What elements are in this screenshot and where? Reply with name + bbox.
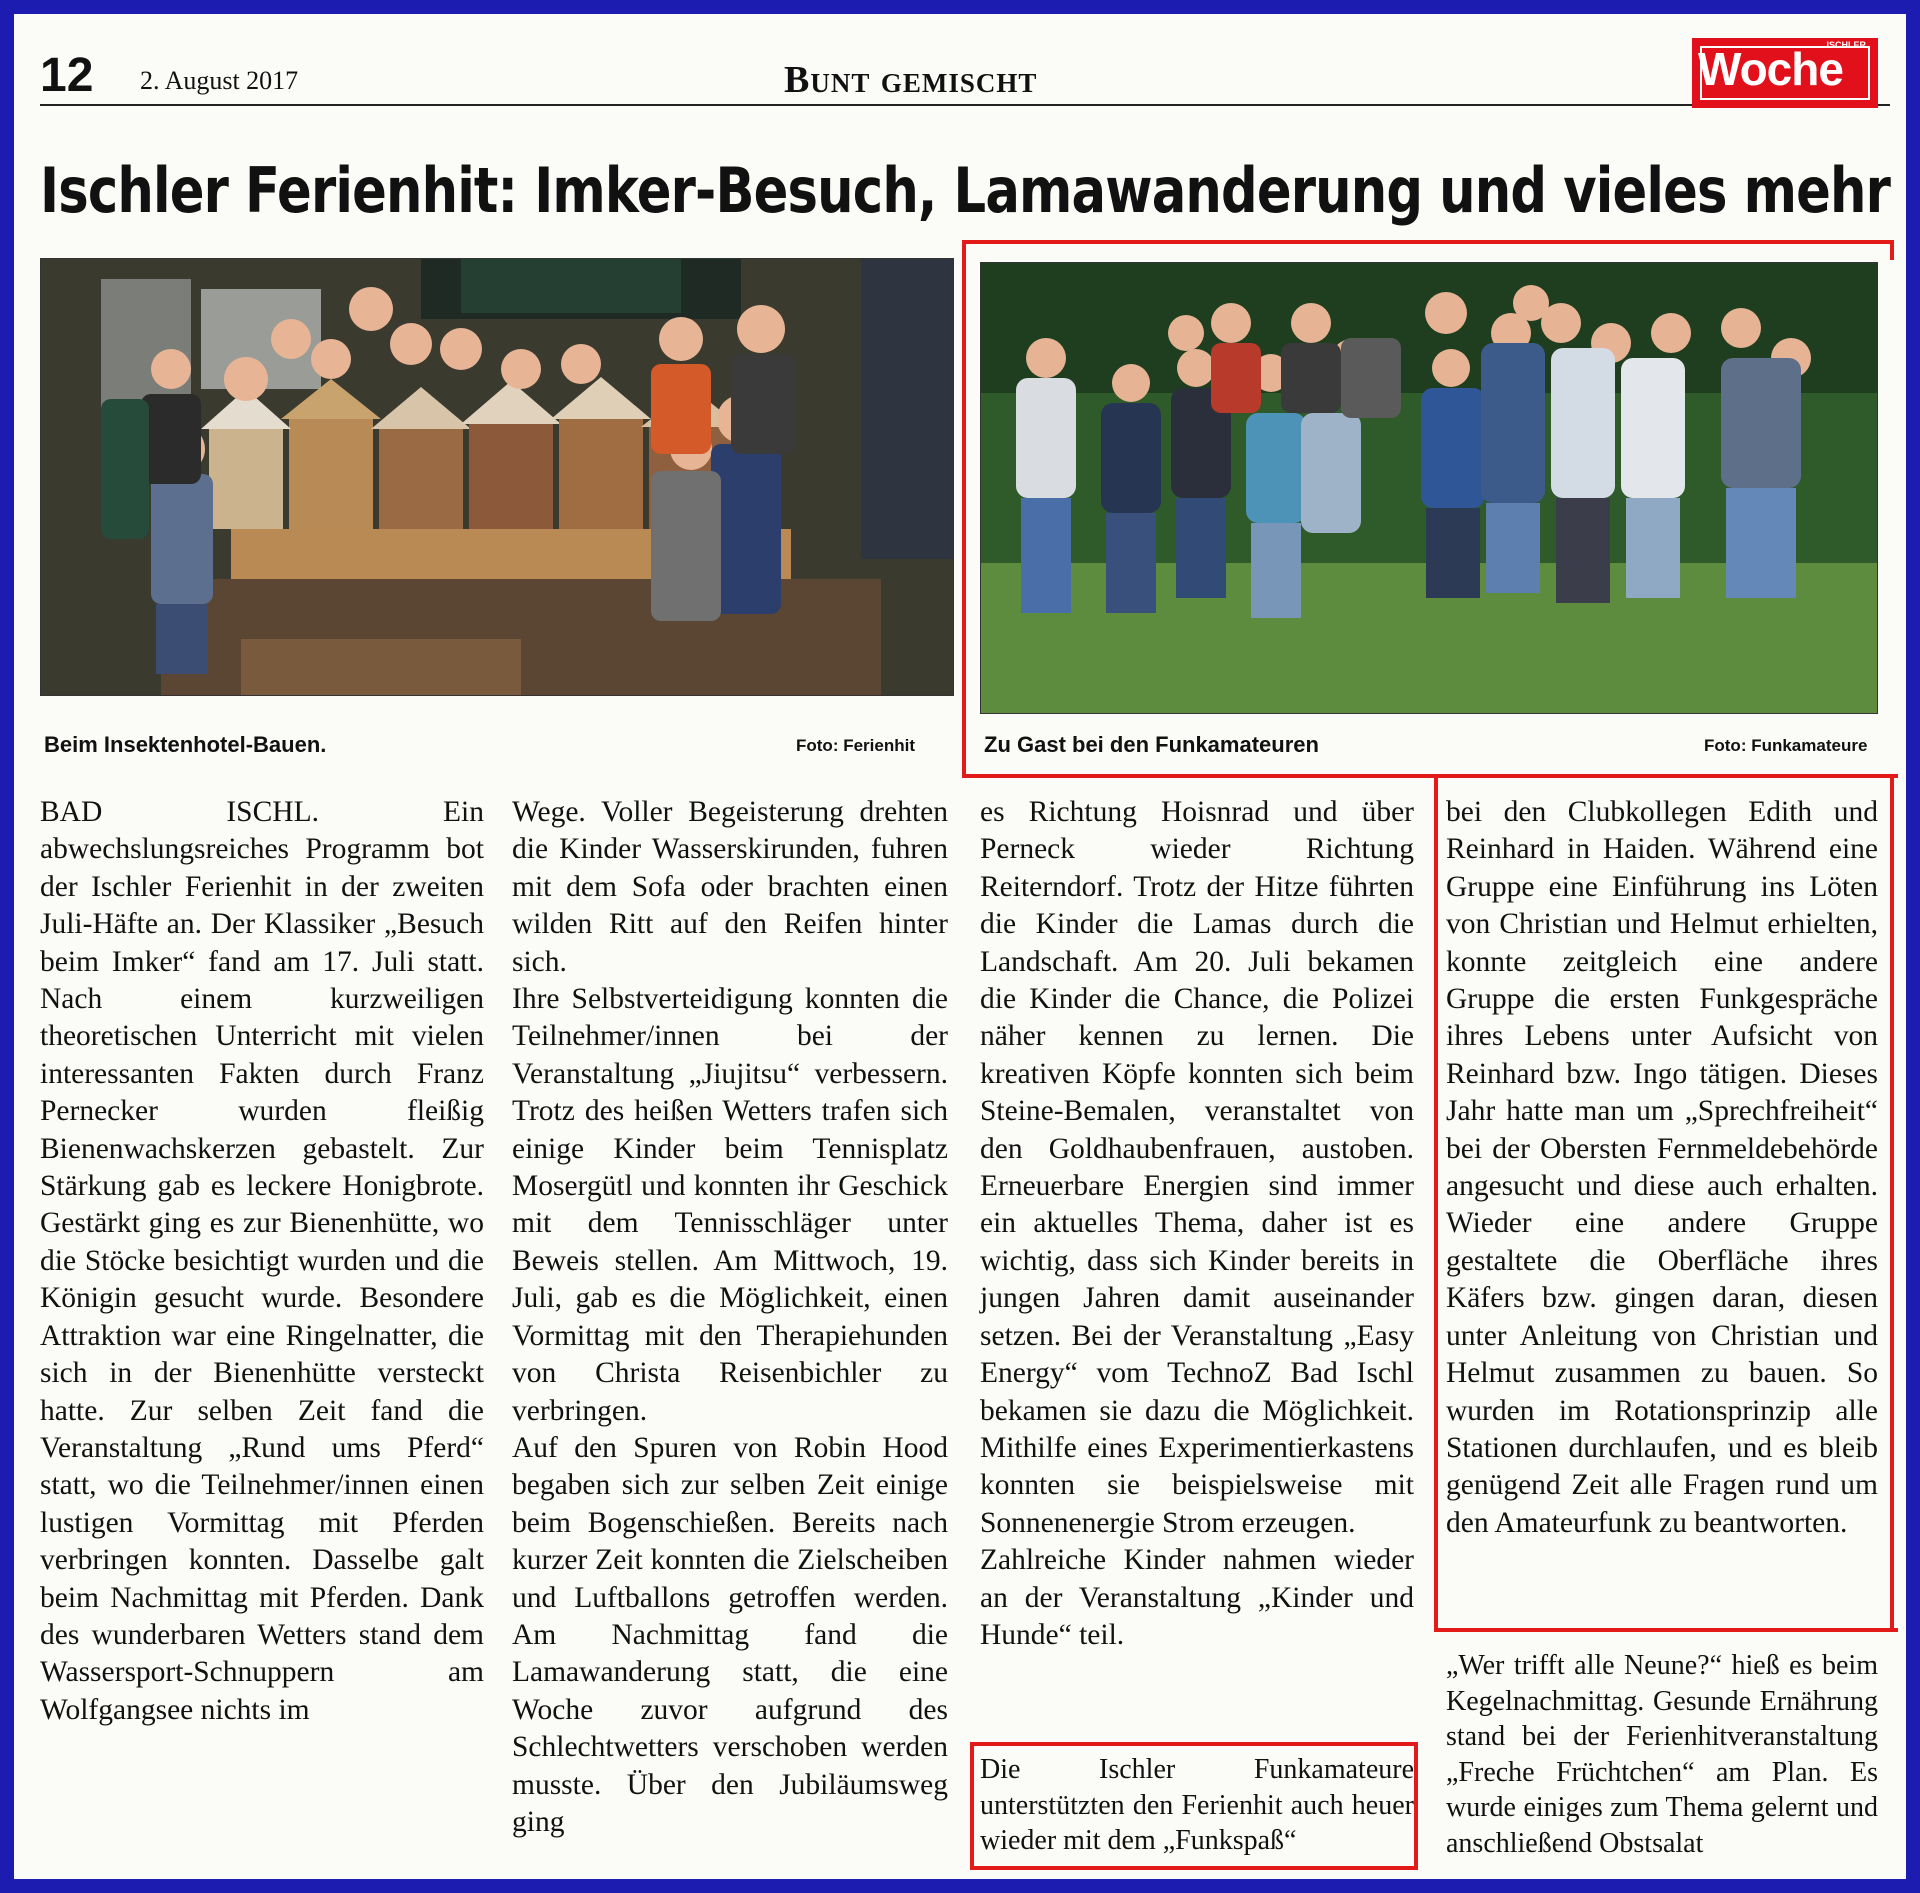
photo-left-caption: Beim Insektenhotel-Bauen. <box>44 732 327 757</box>
article-paragraph: „Wer trifft alle Neune?“ hieß es beim Kegelnachmittag. Gesunde Ernährung stand bei der Ferienhitveranstaltung „Freche Früchtchen“ am Plan. Es wurde einiges zum Thema gelernt und anschließend Obstsalat <box>1446 1650 1878 1859</box>
header-rule <box>40 104 1890 106</box>
article-paragraph: Zahlreiche Kinder nahmen wieder an der Veranstaltung „Kinder und Hunde“ teil. <box>980 1544 1414 1651</box>
article-paragraph: Auf den Spuren von Robin Hood begaben sich zur selben Zeit einige beim Bogenschießen. Bereits nach kurzer Zeit konnten die Zielscheiben und Luftballons getroffen werden. Am Nachmittag fand die Lamawanderung statt, die eine Woche zuvor aufgrund des Schlechtwetters verschoben werden musste. Über den Jubiläumsweg ging <box>512 1431 948 1838</box>
highlight-left-line <box>962 240 966 778</box>
newspaper-page <box>14 14 1906 1879</box>
article-paragraph: Wege. Voller Begeisterung drehten die Kinder Wasserskirunden, fuhren mit dem Sofa oder brachten einen wilden Ritt auf den Reifen hinter sich. <box>512 796 948 978</box>
article-headline: Ischler Ferienhit: Imker-Besuch, Lamawanderung und vieles mehr <box>40 154 1891 227</box>
article-paragraph: bei den Clubkollegen Edith und Reinhard in Haiden. Während eine Gruppe eine Einführung ins Löten von Christian und Helmut erhielten, konnte zeitgleich eine andere Gruppe die ersten Funkgespräche ihres Lebens unter Aufsicht von Reinhard bzw. Ingo tätigen. Dieses Jahr hatte man um „Sprechfreiheit“ bei der Obersten Fernmeldebehörde angesucht und diese auch erhalten. Wieder eine andere Gruppe gestaltete die Oberfläche ihres Käfers bzw. gingen daran, diesen unter Anleitung von Christian und Helmut zusammen zu bauen. So wurden im Rotationsprinzip alle Stationen durchlaufen, und es bleib genügend Zeit alle Fragen rund um den Amateurfunk zu beantworten. <box>1446 796 1878 1539</box>
page-number: 12 <box>40 49 94 102</box>
photo-insect-hotel <box>40 258 954 696</box>
photo-radio-amateurs <box>980 262 1878 714</box>
article-column-3 <box>980 794 1414 1654</box>
article-column-3-highlight <box>980 1752 1414 1859</box>
highlight-caption-line <box>962 774 1898 778</box>
issue-date: 2. August 2017 <box>140 66 299 95</box>
article-paragraph: Die Ischler Funkamateure unterstützten den Ferienhit auch heuer wieder mit dem „Funkspaß“ <box>980 1754 1414 1857</box>
highlight-col4-bottom <box>1434 1628 1898 1632</box>
article-paragraph: es Richtung Hoisnrad und über Perneck wieder Richtung Reiterndorf. Trotz der Hitze führten die Kinder die Lamas durch die Landschaft. Am 20. Juli bekamen die Kinder die Chance, die Polizei näher kennen zu lernen. Die kreativen Köpfe konnten sich beim Steine-Bemalen, veranstaltet von den Goldhaubenfrauen, austoben. Erneuerbare Energien sind immer ein aktuelles Thema, daher ist es wichtig, dass sich Kinder bereits in jungen Jahren damit auseinander setzen. Bei der Veranstaltung „Easy Energy“ vom TechnoZ Bad Ischl bekamen sie dazu die Möglichkeit. Mithilfe eines Experimentierkastens konnten sie beispielsweise mit Sonnenenergie Strom erzeugen. <box>980 796 1414 1539</box>
highlight-col4-right <box>1890 774 1894 1632</box>
logo-small-text: ISCHLER <box>1826 40 1866 50</box>
highlight-col4-left <box>1434 774 1438 1632</box>
article-paragraph: BAD ISCHL. Ein abwechslungsreiches Programm bot der Ischler Ferienhit in der zweiten Juli-Häfte an. Der Klassiker „Besuch beim Imker“ fand am 17. Juli statt. Nach einem kurzweiligen theoretischen Unterricht mit vielen interessanten Fakten durch Franz Pernecker wurden fleißig Bienenwachskerzen gebastelt. Zur Stärkung gab es leckere Honigbrote. Gestärkt ging es zur Bienenhütte, wo die Stöcke besichtigt wurden und die Königin gesucht wurde. Besondere Attraktion war eine Ringelnatter, die sich in der Bienenhütte versteckt hatte. Zur selben Zeit fand die Veranstaltung „Rund ums Pferd“ statt, wo die Teilnehmer/innen einen lustigen Vormittag mit Pferden verbringen konnten. Dasselbe galt beim Nachmittag mit Pferden. Dank des wunderbaren Wetters stand dem Wassersport-Schnuppern am Wolfgangsee nichts im <box>40 796 484 1726</box>
photo-right-credit: Foto: Funkamateure <box>1704 736 1868 755</box>
article-paragraph: Ihre Selbstverteidigung konnten die Teilnehmer/innen bei der Veranstaltung „Jiujitsu“ verbessern. Trotz des heißen Wetters trafen sich einige Kinder beim Tennisplatz Mosergütl und konnten ihr Geschick mit dem Tennisschläger unter Beweis stellen. Am Mittwoch, 19. Juli, gab es die Möglichkeit, einen Vormittag mit den Therapiehunden von Christa Reisenbichler zu verbringen. <box>512 983 948 1427</box>
highlight-corner <box>1890 240 1894 260</box>
photo-right-caption: Zu Gast bei den Funkamateuren <box>984 732 1319 757</box>
woche-logo <box>1692 38 1878 108</box>
section-title: Bunt gemischt <box>784 59 1038 101</box>
article-column-1 <box>40 794 484 1729</box>
photo-left-credit: Foto: Ferienhit <box>796 736 915 755</box>
article-column-2 <box>512 794 948 1841</box>
logo-main-text: Woche <box>1698 43 1843 95</box>
article-column-4-continued <box>1446 1648 1878 1862</box>
article-column-4 <box>1446 794 1878 1542</box>
highlight-top-line <box>962 240 1894 244</box>
